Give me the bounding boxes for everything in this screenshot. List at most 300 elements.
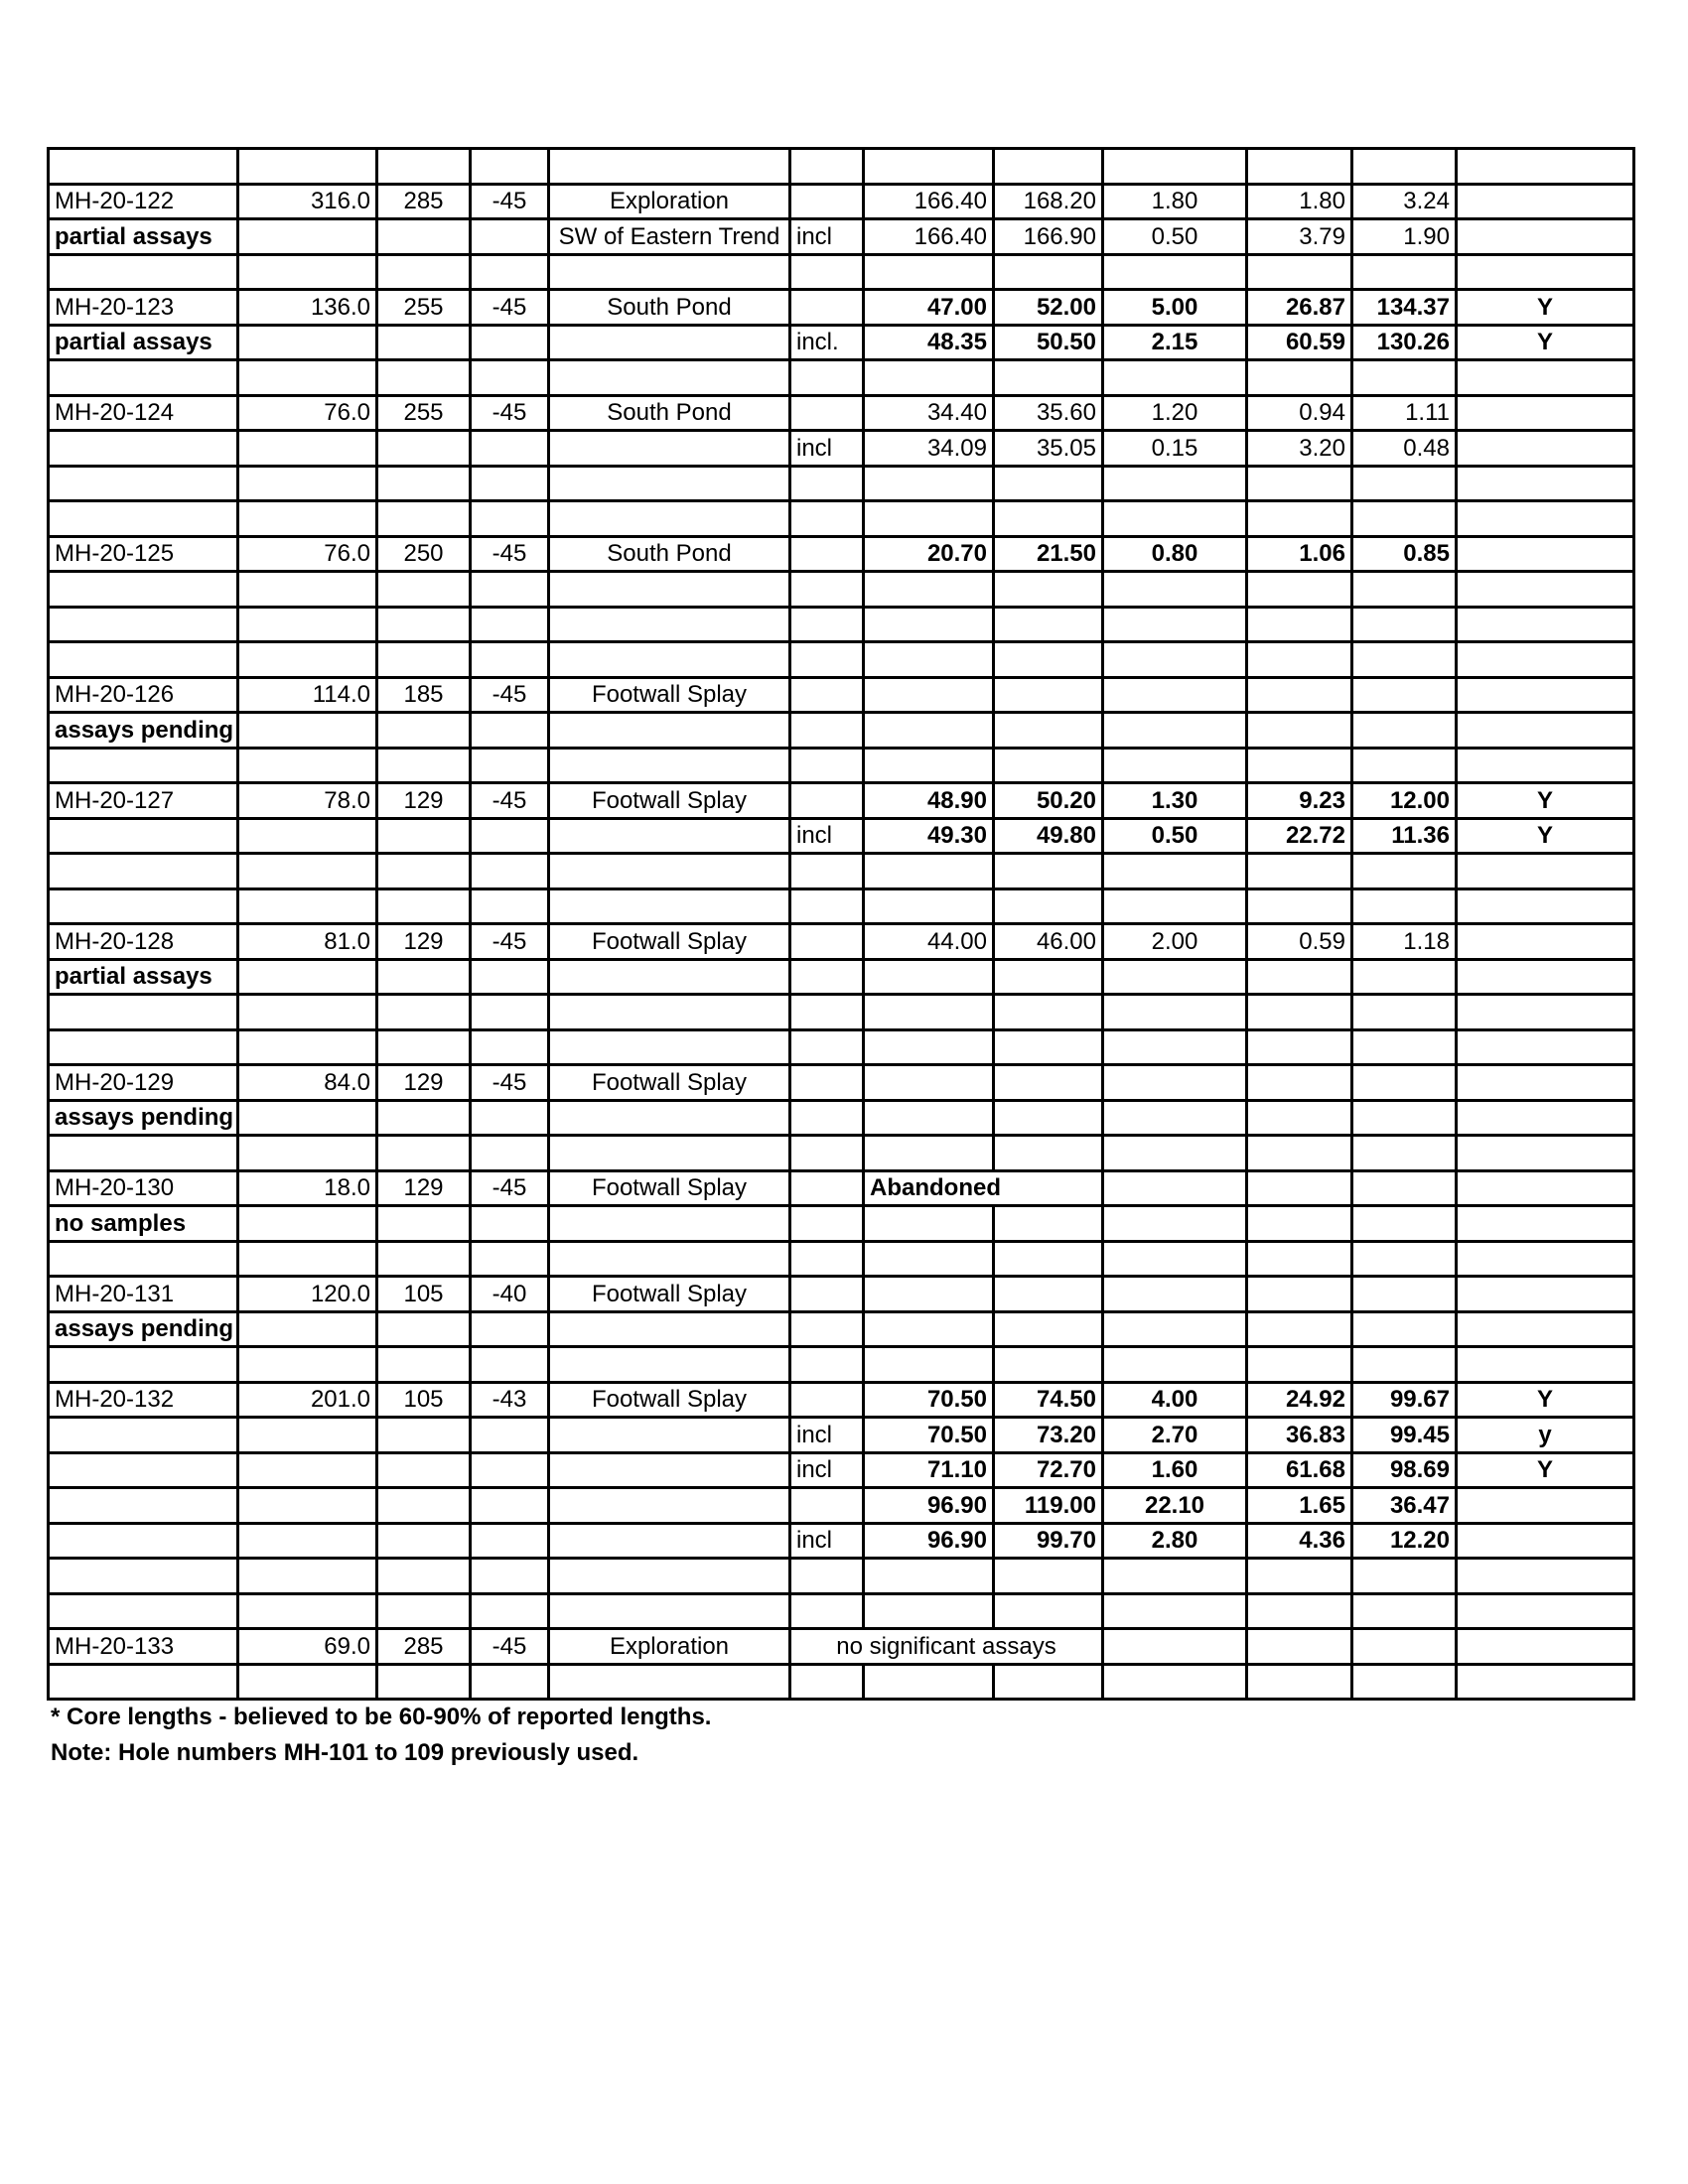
table-cell	[471, 1593, 549, 1629]
table-cell	[994, 642, 1103, 678]
table-cell	[994, 1206, 1103, 1242]
table-cell	[471, 1523, 549, 1559]
table-cell	[1103, 642, 1247, 678]
table-cell: 20.70	[864, 536, 994, 572]
table-cell: 96.90	[864, 1488, 994, 1524]
table-cell	[1352, 607, 1457, 642]
table-cell	[238, 1559, 377, 1594]
table-cell	[864, 854, 994, 889]
table-cell	[1352, 713, 1457, 749]
table-row	[49, 184, 1634, 219]
table-cell	[1103, 254, 1247, 290]
table-cell: Y	[1457, 290, 1634, 326]
table-cell	[1352, 995, 1457, 1030]
table-cell	[49, 360, 238, 396]
table-cell: 69.0	[238, 1629, 377, 1665]
table-cell: Abandoned	[864, 1170, 1103, 1206]
table-cell	[549, 1029, 790, 1065]
table-cell: -45	[471, 924, 549, 960]
table-cell	[377, 431, 471, 467]
table-cell	[864, 1593, 994, 1629]
table-cell	[1103, 1029, 1247, 1065]
table-row	[49, 1065, 1634, 1101]
table-cell	[1457, 888, 1634, 924]
table-cell	[471, 888, 549, 924]
table-cell	[1352, 748, 1457, 783]
table-cell	[1247, 888, 1352, 924]
table-cell	[377, 818, 471, 854]
table-cell	[49, 572, 238, 608]
table-cell: 3.79	[1247, 219, 1352, 255]
table-cell	[790, 1100, 864, 1136]
table-cell: 36.83	[1247, 1418, 1352, 1453]
table-cell: Footwall Splay	[549, 1382, 790, 1418]
table-cell	[994, 995, 1103, 1030]
table-cell: 99.45	[1352, 1418, 1457, 1453]
table-cell	[994, 677, 1103, 713]
table-cell	[549, 888, 790, 924]
table-cell	[549, 854, 790, 889]
table-cell	[1247, 1241, 1352, 1277]
table-cell	[1457, 1523, 1634, 1559]
table-cell	[49, 1452, 238, 1488]
table-cell	[471, 748, 549, 783]
table-cell	[790, 1065, 864, 1101]
table-cell	[1457, 184, 1634, 219]
table-row	[49, 254, 1634, 290]
table-cell	[1457, 1206, 1634, 1242]
table-cell	[790, 783, 864, 819]
table-cell	[1103, 748, 1247, 783]
table-cell	[471, 607, 549, 642]
table-cell	[49, 1347, 238, 1383]
table-cell	[994, 1559, 1103, 1594]
table-cell: no significant assays	[790, 1629, 1103, 1665]
table-row	[49, 1311, 1634, 1347]
table-cell: partial assays	[49, 325, 238, 360]
table-cell	[790, 1206, 864, 1242]
table-cell	[994, 607, 1103, 642]
table-cell	[864, 1065, 994, 1101]
table-cell	[238, 713, 377, 749]
table-cell	[1352, 1311, 1457, 1347]
table-cell	[377, 642, 471, 678]
table-cell: -45	[471, 290, 549, 326]
table-cell	[238, 572, 377, 608]
table-cell: incl	[790, 1418, 864, 1453]
table-cell: 2.70	[1103, 1418, 1247, 1453]
table-cell: incl	[790, 1523, 864, 1559]
table-cell: 71.10	[864, 1452, 994, 1488]
table-cell	[238, 501, 377, 537]
table-cell	[471, 1559, 549, 1594]
table-cell	[1103, 1593, 1247, 1629]
table-cell	[238, 149, 377, 185]
table-cell	[1103, 854, 1247, 889]
table-row	[49, 1629, 1634, 1665]
table-cell	[238, 818, 377, 854]
core-length-note: * Core lengths - believed to be 60-90% of reported lengths.	[51, 1704, 712, 1730]
table-cell	[238, 854, 377, 889]
table-row	[49, 1100, 1634, 1136]
table-cell	[1247, 642, 1352, 678]
table-cell: 136.0	[238, 290, 377, 326]
table-cell	[377, 1559, 471, 1594]
table-cell	[471, 959, 549, 995]
table-cell	[377, 466, 471, 501]
table-cell	[994, 1664, 1103, 1700]
table-cell	[1352, 1170, 1457, 1206]
table-cell	[549, 713, 790, 749]
table-cell	[1103, 1347, 1247, 1383]
table-cell	[377, 501, 471, 537]
table-cell: 255	[377, 290, 471, 326]
table-cell	[1457, 466, 1634, 501]
table-cell: Footwall Splay	[549, 1170, 790, 1206]
table-cell: 166.40	[864, 219, 994, 255]
table-cell	[1103, 1241, 1247, 1277]
table-cell	[377, 149, 471, 185]
table-row	[49, 431, 1634, 467]
table-cell: Y	[1457, 325, 1634, 360]
table-cell	[377, 607, 471, 642]
table-cell	[1103, 1100, 1247, 1136]
table-cell: 0.59	[1247, 924, 1352, 960]
table-cell: 78.0	[238, 783, 377, 819]
table-cell	[1247, 748, 1352, 783]
table-cell	[790, 290, 864, 326]
table-cell	[1457, 995, 1634, 1030]
table-cell	[238, 254, 377, 290]
table-cell	[549, 1593, 790, 1629]
table-cell	[549, 818, 790, 854]
table-cell: 1.80	[1247, 184, 1352, 219]
table-cell: South Pond	[549, 536, 790, 572]
table-cell	[1103, 607, 1247, 642]
table-cell	[471, 1136, 549, 1171]
table-cell	[1457, 1593, 1634, 1629]
table-cell	[1247, 607, 1352, 642]
table-cell	[1352, 1559, 1457, 1594]
table-cell	[864, 1559, 994, 1594]
table-cell	[790, 1029, 864, 1065]
table-cell: 34.09	[864, 431, 994, 467]
table-cell	[471, 1029, 549, 1065]
table-cell: -45	[471, 783, 549, 819]
table-cell	[790, 184, 864, 219]
table-cell	[1457, 924, 1634, 960]
table-cell	[1352, 677, 1457, 713]
table-cell	[1247, 1311, 1352, 1347]
table-cell: -45	[471, 395, 549, 431]
table-cell	[864, 149, 994, 185]
table-cell: 76.0	[238, 395, 377, 431]
table-cell	[790, 536, 864, 572]
table-cell	[1457, 1629, 1634, 1665]
table-cell	[864, 888, 994, 924]
table-cell	[1457, 149, 1634, 185]
table-cell: -45	[471, 1065, 549, 1101]
table-cell	[1103, 1277, 1247, 1312]
table-cell	[377, 1664, 471, 1700]
table-cell: 18.0	[238, 1170, 377, 1206]
table-cell	[49, 995, 238, 1030]
table-cell	[377, 995, 471, 1030]
table-cell	[1352, 149, 1457, 185]
table-cell	[790, 149, 864, 185]
table-cell	[238, 1206, 377, 1242]
table-cell	[1352, 888, 1457, 924]
table-row	[49, 677, 1634, 713]
table-cell	[549, 1311, 790, 1347]
table-cell	[1457, 1311, 1634, 1347]
table-cell: 119.00	[994, 1488, 1103, 1524]
table-row	[49, 1593, 1634, 1629]
table-cell: 98.69	[1352, 1452, 1457, 1488]
table-cell	[238, 1029, 377, 1065]
table-cell	[238, 995, 377, 1030]
table-cell	[471, 1206, 549, 1242]
table-cell	[864, 466, 994, 501]
table-cell	[1352, 501, 1457, 537]
table-cell	[471, 1100, 549, 1136]
table-cell	[1352, 1029, 1457, 1065]
table-cell: 3.20	[1247, 431, 1352, 467]
table-cell	[471, 1488, 549, 1524]
table-cell	[1103, 677, 1247, 713]
table-cell	[549, 1206, 790, 1242]
table-cell: -40	[471, 1277, 549, 1312]
table-cell: 0.80	[1103, 536, 1247, 572]
table-cell: y	[1457, 1418, 1634, 1453]
table-cell	[549, 1664, 790, 1700]
table-cell	[549, 254, 790, 290]
table-cell: 48.35	[864, 325, 994, 360]
table-cell	[238, 466, 377, 501]
table-cell	[238, 325, 377, 360]
table-cell	[1457, 1241, 1634, 1277]
table-cell	[49, 1029, 238, 1065]
table-cell	[549, 1136, 790, 1171]
table-row	[49, 1136, 1634, 1171]
table-cell: SW of Eastern Trend	[549, 219, 790, 255]
table-cell: -45	[471, 677, 549, 713]
table-cell	[864, 1664, 994, 1700]
table-cell	[1352, 1277, 1457, 1312]
table-cell: MH-20-126	[49, 677, 238, 713]
table-cell	[49, 1664, 238, 1700]
table-cell	[549, 1100, 790, 1136]
table-cell: incl.	[790, 325, 864, 360]
table-cell	[1247, 1065, 1352, 1101]
table-cell	[1457, 395, 1634, 431]
table-cell	[1103, 995, 1247, 1030]
table-cell	[377, 854, 471, 889]
table-cell	[864, 1100, 994, 1136]
table-cell	[1247, 854, 1352, 889]
table-row	[49, 1277, 1634, 1312]
table-cell: 34.40	[864, 395, 994, 431]
table-cell	[1352, 572, 1457, 608]
table-cell: 48.90	[864, 783, 994, 819]
table-cell	[1247, 1136, 1352, 1171]
table-cell: 120.0	[238, 1277, 377, 1312]
table-cell: 46.00	[994, 924, 1103, 960]
table-row	[49, 466, 1634, 501]
table-cell: 12.00	[1352, 783, 1457, 819]
table-cell: 50.50	[994, 325, 1103, 360]
table-cell	[377, 1418, 471, 1453]
table-cell: 130.26	[1352, 325, 1457, 360]
table-cell	[471, 1311, 549, 1347]
table-cell: 1.60	[1103, 1452, 1247, 1488]
table-cell: 1.90	[1352, 219, 1457, 255]
table-cell: 129	[377, 1170, 471, 1206]
table-cell	[1352, 1206, 1457, 1242]
table-cell	[1247, 254, 1352, 290]
table-cell	[864, 1311, 994, 1347]
table-cell	[238, 642, 377, 678]
table-row	[49, 888, 1634, 924]
table-cell: -45	[471, 1629, 549, 1665]
table-cell	[1103, 713, 1247, 749]
table-cell	[377, 1452, 471, 1488]
table-cell	[1247, 1593, 1352, 1629]
table-row	[49, 325, 1634, 360]
table-cell	[1247, 572, 1352, 608]
table-cell: MH-20-128	[49, 924, 238, 960]
table-cell: 9.23	[1247, 783, 1352, 819]
table-cell	[1103, 572, 1247, 608]
table-row	[49, 1488, 1634, 1524]
table-cell	[864, 254, 994, 290]
table-cell	[377, 1347, 471, 1383]
table-cell	[471, 219, 549, 255]
table-cell	[1352, 1593, 1457, 1629]
table-cell	[1457, 219, 1634, 255]
table-cell: 0.50	[1103, 219, 1247, 255]
table-cell: 84.0	[238, 1065, 377, 1101]
table-cell	[1457, 748, 1634, 783]
table-cell: 74.50	[994, 1382, 1103, 1418]
table-cell	[471, 360, 549, 396]
table-cell	[549, 325, 790, 360]
table-cell	[471, 254, 549, 290]
table-cell	[994, 466, 1103, 501]
table-cell	[790, 466, 864, 501]
table-cell	[1103, 501, 1247, 537]
table-row	[49, 1559, 1634, 1594]
table-cell	[864, 713, 994, 749]
table-cell	[1103, 1170, 1247, 1206]
table-row	[49, 501, 1634, 537]
table-cell	[1247, 466, 1352, 501]
table-cell	[864, 1029, 994, 1065]
table-cell	[864, 1206, 994, 1242]
table-cell	[238, 748, 377, 783]
table-cell: Footwall Splay	[549, 924, 790, 960]
table-cell	[994, 854, 1103, 889]
table-cell: 3.24	[1352, 184, 1457, 219]
table-cell: 35.60	[994, 395, 1103, 431]
table-cell	[994, 1029, 1103, 1065]
table-cell	[49, 1523, 238, 1559]
table-cell	[1103, 1311, 1247, 1347]
table-cell	[549, 1347, 790, 1383]
table-cell	[994, 959, 1103, 995]
table-cell	[790, 501, 864, 537]
table-cell: 96.90	[864, 1523, 994, 1559]
table-cell: Exploration	[549, 1629, 790, 1665]
table-cell: 1.11	[1352, 395, 1457, 431]
table-cell: 5.00	[1103, 290, 1247, 326]
table-cell: 4.00	[1103, 1382, 1247, 1418]
table-cell	[549, 431, 790, 467]
table-cell: 2.80	[1103, 1523, 1247, 1559]
table-cell	[49, 1136, 238, 1171]
table-cell: 36.47	[1352, 1488, 1457, 1524]
table-cell: incl	[790, 431, 864, 467]
table-cell	[377, 1241, 471, 1277]
table-cell	[1103, 888, 1247, 924]
table-cell	[1457, 642, 1634, 678]
table-row	[49, 290, 1634, 326]
table-cell: -43	[471, 1382, 549, 1418]
table-cell	[1247, 1170, 1352, 1206]
table-cell	[377, 1311, 471, 1347]
table-row	[49, 783, 1634, 819]
table-cell	[790, 360, 864, 396]
table-cell: 52.00	[994, 290, 1103, 326]
table-cell: Footwall Splay	[549, 1277, 790, 1312]
table-cell	[238, 219, 377, 255]
table-cell	[238, 1593, 377, 1629]
table-cell	[790, 572, 864, 608]
table-cell	[49, 1488, 238, 1524]
table-cell	[549, 607, 790, 642]
table-cell	[471, 572, 549, 608]
table-cell	[1457, 1065, 1634, 1101]
table-cell	[790, 395, 864, 431]
table-cell	[1247, 501, 1352, 537]
table-cell: 1.65	[1247, 1488, 1352, 1524]
table-cell	[238, 1488, 377, 1524]
table-cell	[471, 431, 549, 467]
table-cell: MH-20-130	[49, 1170, 238, 1206]
table-cell: Footwall Splay	[549, 677, 790, 713]
table-cell	[864, 748, 994, 783]
table-cell	[549, 1241, 790, 1277]
table-cell	[49, 854, 238, 889]
table-cell	[1352, 1136, 1457, 1171]
table-cell	[790, 748, 864, 783]
table-cell: 21.50	[994, 536, 1103, 572]
table-cell: 70.50	[864, 1418, 994, 1453]
table-cell	[49, 748, 238, 783]
table-cell: 168.20	[994, 184, 1103, 219]
table-cell	[790, 642, 864, 678]
table-cell: 26.87	[1247, 290, 1352, 326]
table-cell	[994, 1347, 1103, 1383]
table-cell	[238, 360, 377, 396]
table-cell	[377, 1523, 471, 1559]
table-cell	[471, 325, 549, 360]
table-cell	[49, 254, 238, 290]
table-cell	[790, 1136, 864, 1171]
table-cell	[238, 959, 377, 995]
table-cell	[471, 1452, 549, 1488]
table-cell: 12.20	[1352, 1523, 1457, 1559]
